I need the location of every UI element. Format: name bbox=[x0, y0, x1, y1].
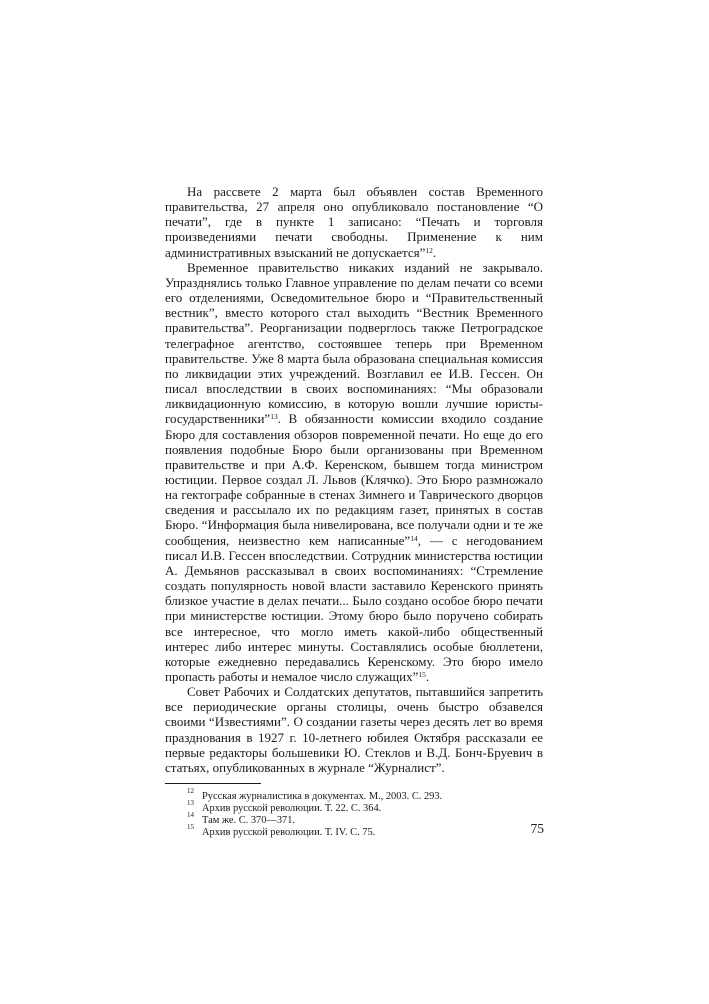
footnote-ref-12: 12 bbox=[425, 245, 433, 255]
page-number: 75 bbox=[530, 821, 544, 836]
footnote-divider bbox=[165, 783, 261, 784]
text-segment: . bbox=[425, 669, 430, 684]
footnote-number: 13 bbox=[187, 799, 194, 808]
footnote-number: 12 bbox=[187, 787, 194, 796]
footnote-text: Архив русской революции. Т. 22. С. 364. bbox=[202, 803, 382, 815]
paragraph bbox=[165, 684, 543, 775]
text-segment: Совет Рабочих и Солдатских депутатов, пытавшийся запретить все периодические органы столицы, очень быстро обзавелся своими “Известиями”. О создании газеты через десять лет во время празднования в 1927 г. 10-летнего юбилея Октября рассказали ее первые редакторы большевики Ю. Стеклов и В.Д. Бонч-Бруевич в статьях, опубликованных в журнале “Журналист”. bbox=[165, 684, 543, 775]
text-segment: , — с негодованием писал И.В. Гессен впоследствии. Сотрудник министерства юстиции А. Демьянов рассказывал в своих воспоминаниях: “Стремление создать популярность новой власти заставило Керенского принять близкое участие в делах печати... Было создано особое бюро печати при министерстве юстиции. Этому бюро было поручено собирать все интересное, что могло иметь какой-либо общественный интерес либо интерес минуты. Составлялись особые бюллетени, которые ежедневно передавались Керенскому. Это бюро имело пропасть работы и немалое число служащих” bbox=[165, 532, 543, 684]
page-content bbox=[165, 184, 543, 839]
footnote-ref-14: 14 bbox=[410, 533, 418, 543]
footnote-text: Русская журналистика в документах. М., 2003. С. 293. bbox=[202, 791, 443, 803]
text-segment: На рассвете 2 марта был объявлен состав Временного правительства, 27 апреля оно опубликовало постановление “О печати”, где в пункте 1 записано: “Печать и торговля произведениями печати свободны. Применение к ним административных взысканий не допускается” bbox=[165, 184, 543, 260]
footnote-number: 15 bbox=[187, 823, 194, 832]
text-segment: . bbox=[432, 244, 437, 260]
footnotes bbox=[165, 787, 543, 839]
footnote-12 bbox=[165, 787, 543, 803]
text-segment: . В обязанности комиссии входило создание Бюро для составления обзоров повременной печати. Но еще до его появления подобные Бюро были организованы при Временном правительстве и при А.Ф. Керенском, бывшем тогда министром юстиции. Первое создал Л. Львов (Клячко). Это Бюро размножало на гектографе собранные в стенах Зимнего и Таврического дворцов сведения и рассылало их по редакциям газет, принятых в состав Бюро. “Информация была нивелирована, все получали одни и те же сообщения, неизвестно кем написанные” bbox=[165, 411, 543, 548]
footnote-text: Архив русской революции. Т. IV. С. 75. bbox=[202, 827, 376, 839]
footnote-15 bbox=[165, 823, 543, 839]
paragraph bbox=[165, 184, 543, 260]
footnote-13 bbox=[165, 799, 543, 815]
footnote-14 bbox=[165, 811, 543, 827]
body-text bbox=[165, 184, 543, 775]
footnote-number: 14 bbox=[187, 811, 194, 820]
footnote-ref-13: 13 bbox=[270, 412, 278, 422]
footnote-ref-15: 15 bbox=[418, 670, 426, 679]
text-segment: Временное правительство никаких изданий не закрывало. Упразднялись только Главное управление по делам печати со всеми его отделениями, Осведомительное бюро и “Правительственный вестник”, вместо которого стал выходить “Вестник Временного правительства”. Реорганизации подверглось также Петроградское телеграфное агентство, состоявшее теперь при Временном правительстве. Уже 8 марта была образована специальная комиссия по ликвидации этих учреждений. Возглавил ее И.В. Гессен. Он писал впоследствии в своих воспоминаниях: “Мы образовали ликвидационную комиссию, в которую вошли лучшие юристы-государственники” bbox=[165, 259, 543, 427]
footnote-text: Там же. С. 370—371. bbox=[202, 815, 296, 827]
paragraph bbox=[165, 260, 543, 684]
